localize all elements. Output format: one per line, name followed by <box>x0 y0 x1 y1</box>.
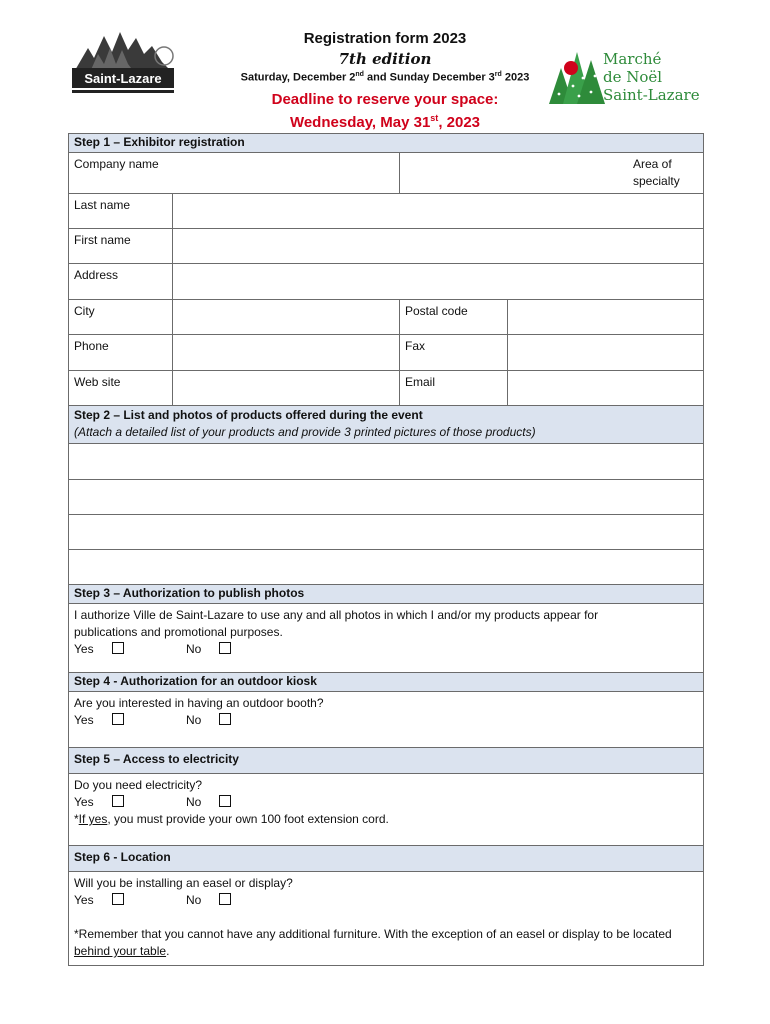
step6-header: Step 6 - Location <box>69 846 704 872</box>
step4-no-label: No <box>186 713 202 727</box>
step4-yes-label: Yes <box>74 713 94 727</box>
saint-lazare-logo-text: Saint-Lazare <box>84 71 162 86</box>
city-input[interactable] <box>173 300 400 335</box>
area-of-specialty-field[interactable] <box>400 153 704 194</box>
step4-body <box>69 692 704 748</box>
first-name-label: First name <box>69 229 173 264</box>
product-line-4[interactable] <box>69 550 704 585</box>
product-line-1[interactable] <box>69 444 704 480</box>
marche-logo-line2: de Noël <box>603 68 663 86</box>
step3-no-checkbox[interactable] <box>219 642 231 654</box>
step6-yes-label: Yes <box>74 893 94 907</box>
company-name-field[interactable] <box>69 153 400 194</box>
postal-code-label: Postal code <box>400 300 508 335</box>
step6-body <box>69 872 704 966</box>
phone-input[interactable] <box>173 335 400 371</box>
marche-de-noel-logo <box>547 46 705 108</box>
event-dates: Saturday, December 2nd and Sunday December 3rd 2023 <box>240 71 530 84</box>
step5-question: Do you need electricity? <box>74 778 203 792</box>
step5-body <box>69 774 704 846</box>
city-label: City <box>69 300 173 335</box>
step2-subtitle: (Attach a detailed list of your products and provide 3 printed pictures of those products) <box>74 425 536 439</box>
step1-header: Step 1 – Exhibitor registration <box>69 134 704 153</box>
product-line-3[interactable] <box>69 515 704 550</box>
fax-label: Fax <box>400 335 508 371</box>
deadline-heading: Deadline to reserve your space: <box>271 91 499 108</box>
step5-yes-checkbox[interactable] <box>112 795 124 807</box>
postal-code-input[interactable] <box>508 300 704 335</box>
last-name-input[interactable] <box>173 194 704 229</box>
step4-question: Are you interested in having an outdoor booth? <box>74 696 324 710</box>
marche-logo-line1: Marché <box>603 50 662 68</box>
first-name-input[interactable] <box>173 229 704 264</box>
step3-options <box>74 641 698 658</box>
step5-yes-label: Yes <box>74 795 94 809</box>
step2-header <box>69 406 704 444</box>
form-title: Registration form 2023 <box>303 30 467 47</box>
edition-label: 7th edition <box>338 50 432 68</box>
step3-no-label: No <box>186 642 202 656</box>
email-label: Email <box>400 371 508 406</box>
step4-header: Step 4 - Authorization for an outdoor kiosk <box>69 673 704 692</box>
step6-question: Will you be installing an easel or display? <box>74 876 293 890</box>
step6-yes-checkbox[interactable] <box>112 893 124 905</box>
fax-input[interactable] <box>508 335 704 371</box>
website-input[interactable] <box>173 371 400 406</box>
step5-note: *If yes, you must provide your own 100 foot extension cord. <box>74 812 389 826</box>
step3-yes-label: Yes <box>74 642 94 656</box>
registration-form-table <box>68 133 704 966</box>
email-input[interactable] <box>508 371 704 406</box>
step5-no-checkbox[interactable] <box>219 795 231 807</box>
website-label: Web site <box>69 371 173 406</box>
step2-title: Step 2 – List and photos of products offered during the event <box>74 408 423 422</box>
step6-options <box>74 892 698 909</box>
deadline-date: Wednesday, May 31st, 2023 <box>289 113 481 131</box>
saint-lazare-logo <box>70 28 176 96</box>
phone-label: Phone <box>69 335 173 371</box>
step3-body <box>69 604 704 673</box>
step5-header: Step 5 – Access to electricity <box>69 748 704 774</box>
step5-options <box>74 794 698 811</box>
company-name-label: Company name <box>74 157 159 171</box>
step4-yes-checkbox[interactable] <box>112 713 124 725</box>
product-line-2[interactable] <box>69 480 704 515</box>
address-label: Address <box>69 264 173 300</box>
step6-no-label: No <box>186 893 202 907</box>
step3-yes-checkbox[interactable] <box>112 642 124 654</box>
step6-no-checkbox[interactable] <box>219 893 231 905</box>
step3-header: Step 3 – Authorization to publish photos <box>69 585 704 604</box>
last-name-label: Last name <box>69 194 173 229</box>
step6-note: *Remember that you cannot have any additional furniture. With the exception of an easel or display to be located behind your table. <box>74 927 672 958</box>
marche-logo-line3: Saint-Lazare <box>603 86 700 104</box>
area-of-specialty-label: Area of specialty <box>633 157 680 188</box>
step4-options <box>74 712 698 729</box>
step3-text: I authorize Ville de Saint-Lazare to use any and all photos in which I and/or my products appear for publications and promotional purposes. <box>74 608 599 639</box>
step4-no-checkbox[interactable] <box>219 713 231 725</box>
address-input[interactable] <box>173 264 704 300</box>
step5-no-label: No <box>186 795 202 809</box>
